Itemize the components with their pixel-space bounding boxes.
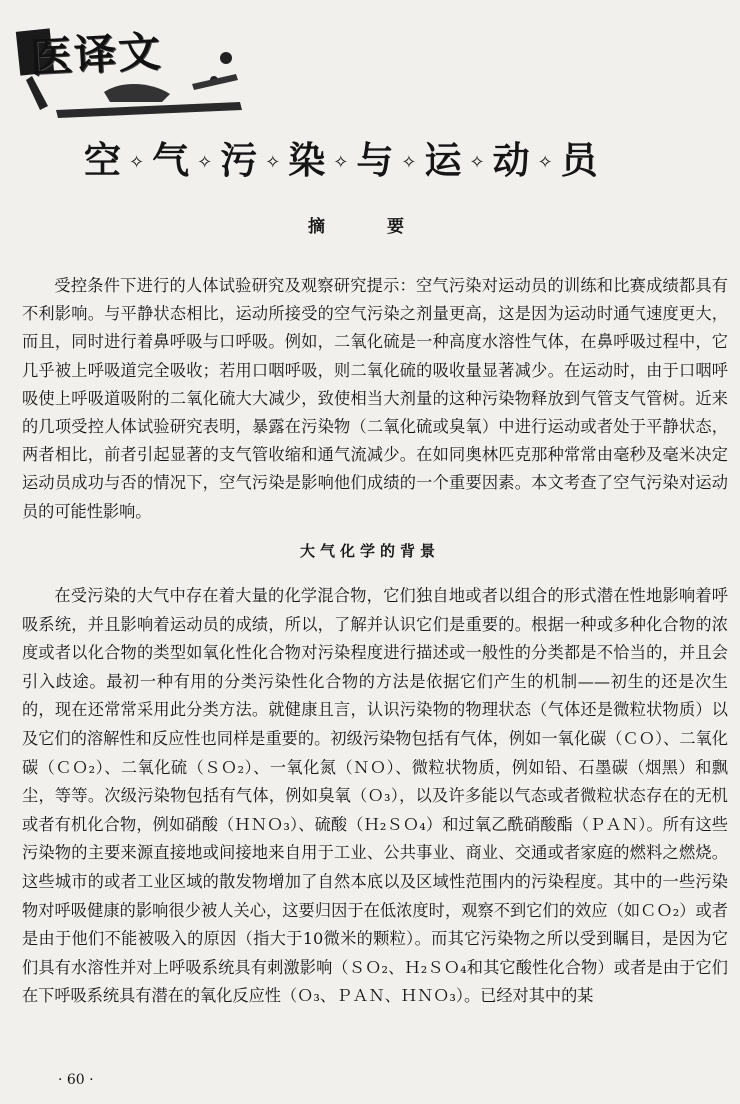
title-char: 气 [152,139,190,182]
abstract-heading: 摘 要 [308,217,432,237]
title-char: 污 [220,139,258,182]
title-char: 员 [560,139,598,182]
title-separator-icon: ✧ [265,152,281,173]
column-logo [12,18,250,122]
title-separator-icon: ✧ [333,152,349,173]
page-number: · 60 · [58,1072,94,1088]
title-separator-icon: ✧ [129,152,145,173]
title-separator-icon: ✧ [197,152,213,173]
article-title [84,130,684,184]
abstract-paragraph: 受控条件下进行的人体试验研究及观察研究提示：空气污染对运动员的训练和比赛成绩都具有不利影响。与平静状态相比，运动所接受的空气污染之剂量更高，这是因为运动时通气速度更大，而且，同时进行着鼻呼吸与口呼吸。例如，二氧化硫是一种高度水溶性气体，在鼻呼吸过程中，它几乎被上呼吸道完全吸收；若用口咽呼吸，则二氧化硫的吸收量显著减少。在运动时，由于口咽呼吸使上呼吸道吸附的二氧化硫大大减少，致使相当大剂量的这种污染物释放到气管支气管树。近来的几项受控人体试验研究表明，暴露在污染物（二氧化硫或臭氧）中进行运动或者处于平静状态，两者相比，前者引起显著的支气管收缩和通气流减少。在如同奥林匹克那种常常由毫秒及毫米决定运动员成功与否的情况下，空气污染是影响他们成绩的一个重要因素。本文考查了空气污染对运动员的可能性影响。 [22,276,728,521]
title-char: 空 [84,139,121,182]
title-separator-icon: ✧ [537,152,553,173]
title-separator-icon: ✧ [469,152,485,173]
title-char: 运 [424,139,462,182]
body-paragraph: 在受污染的大气中存在着大量的化学混合物，它们独自地或者以组合的形式潜在性地影响着呼吸系统，并且影响着运动员的成绩，所以，了解并认识它们是重要的。根据一种或多种化合物的浓度或者以化合物的类型如氧化性化合物对污染程度进行描述或一般性的分类都是不恰当的，并且会引入歧途。最初一种有用的分类污染性化合物的方法是依据它们产生的机制——初生的还是次生的，现在还常常采用此分类方法。就健康且言，认识污染物的物理状态（气体还是微粒状物质）以及它们的溶解性和反应性也同样是重要的。初级污染物包括有气体，例如一氧化碳（ＣＯ）、二氧化碳（ＣＯ₂）、二氧化硫（ＳＯ₂）、一氧化氮（ＮＯ）、微粒状物质，例如铅、石墨碳（烟黑）和飘尘，等等。次级污染物包括有气体，例如臭氧（Ｏ₃），以及许多能以气态或者微粒状态存在的无机或者有机化合物，例如硝酸（ＨＮＯ₃）、硫酸（Ｈ₂ＳＯ₄）和过氧乙酰硝酸酯（ＰＡＮ）。所有这些污染物的主要来源直接地或间接地来自用于工业、公共事业、商业、交通或者家庭的燃料之燃烧。这些城市的或者工业区域的散发物增加了自然本底以及区域性范围内的污染程度。其中的一些污染物对呼吸健康的影响很少被人关心，这要归因于在低浓度时，观察不到它们的效应（如ＣＯ₂）或者是由于他们不能被吸入的原因（指大于10微米的颗粒）。而其它污染物之所以受到瞩目，是因为它们具有水溶性并对上呼吸系统具有刺激影响（ＳＯ₂、Ｈ₂ＳＯ₄和其它酸性化合物）或者是由于它们在下呼吸系统具有潜在的氧化反应性（Ｏ₃、ＰＡＮ、ＨＮＯ₃）。已经对其中的某 [22,586,728,1006]
title-char: 染 [288,139,326,182]
title-char: 与 [356,139,394,182]
title-char: 动 [492,139,530,182]
title-separator-icon: ✧ [401,152,417,173]
logo-text: 医译文 [28,26,164,83]
section-heading: 大气化学的背景 [299,542,440,560]
